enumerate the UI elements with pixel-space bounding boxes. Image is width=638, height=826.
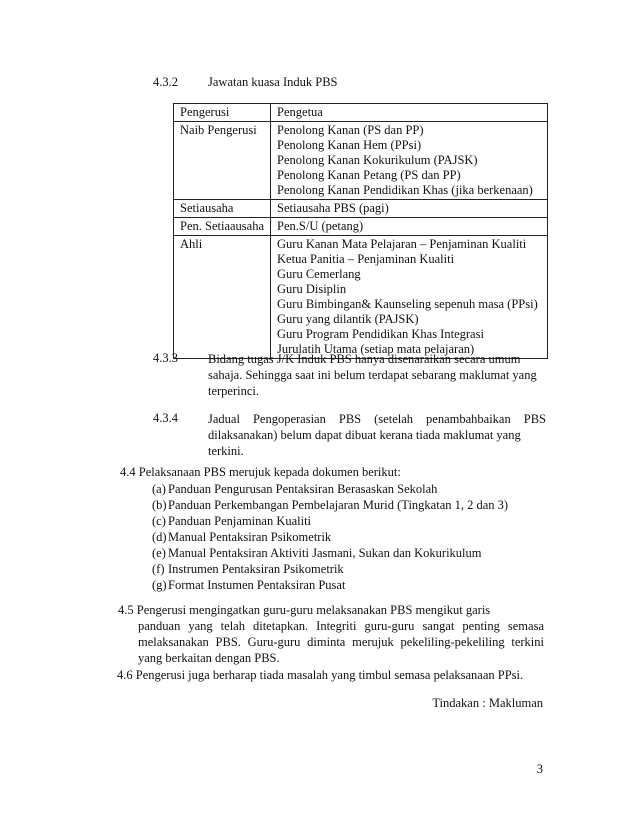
text-line: dilaksanakan) belum dapat dibuat kerana tiada maklumat yang (208, 428, 521, 442)
member-line: Guru Program Pendidikan Khas Integrasi (277, 327, 484, 341)
text-line: panduan yang telah ditetapkan. Integriti guru-guru sangat penting semasa (138, 619, 544, 633)
list-text: Panduan Pengurusan Pentaksiran Berasaskan Sekolah (168, 482, 438, 496)
text-line: yang berkaitan dengan PBS. (138, 651, 280, 665)
list-item (152, 577, 508, 593)
table-row (174, 104, 548, 122)
section-4-6: 4.6 Pengerusi juga berharap tiada masalah yang timbul semasa pelaksanaan PPsi. (117, 668, 524, 682)
text-line: terperinci. (208, 384, 260, 398)
list-item (152, 481, 508, 497)
page-number: 3 (536, 762, 543, 776)
role-cell: Ahli (174, 236, 271, 359)
text-line: melaksanakan PBS. Guru-guru diminta merujuk pekeliling-pekeliling terkini (138, 635, 544, 649)
text-line: 4.5 Pengerusi mengingatkan guru-guru melaksanakan PBS mengikut garis (118, 603, 491, 617)
member-line: Penolong Kanan Hem (PPsi) (277, 138, 422, 152)
list-text: Manual Pentaksiran Psikometrik (168, 530, 332, 544)
list-text: Instrumen Pentaksiran Psikometrik (168, 562, 344, 576)
section-number: 4.3.4 (153, 411, 178, 425)
list-item (152, 513, 508, 529)
section-number: 4.3.2 (153, 75, 178, 89)
list-text: Manual Pentaksiran Aktiviti Jasmani, Sukan dan Kokurikulum (168, 546, 482, 560)
list-marker: (b) (152, 498, 167, 512)
member-line: Pen.S/U (petang) (277, 219, 364, 233)
members-cell (271, 122, 548, 200)
members-cell (271, 104, 548, 122)
committee-table (173, 103, 548, 359)
list-item (152, 545, 508, 561)
table-row (174, 122, 548, 200)
list-item (152, 497, 508, 513)
member-line: Penolong Kanan Kokurikulum (PAJSK) (277, 153, 478, 167)
text-line: terkini. (208, 444, 244, 458)
table-row (174, 200, 548, 218)
member-line: Guru yang dilantik (PAJSK) (277, 312, 419, 326)
member-line: Guru Bimbingan& Kaunseling sepenuh masa (PPsi) (277, 297, 538, 311)
action-note: Tindakan : Makluman (432, 696, 543, 710)
table-row (174, 218, 548, 236)
list-marker: (d) (152, 530, 167, 544)
table-row (174, 236, 548, 359)
role-cell: Pen. Setiaausaha (174, 218, 271, 236)
member-line: Guru Kanan Mata Pelajaran – Penjaminan Kualiti (277, 237, 527, 251)
section-4-4-intro: 4.4 Pelaksanaan PBS merujuk kepada dokumen berikut: (120, 465, 401, 479)
paragraph-4-3-4 (208, 411, 546, 459)
member-line: Jurulatih Utama (setiap mata pelajaran) (277, 342, 475, 356)
list-marker: (e) (152, 546, 166, 560)
section-title: Jawatan kuasa Induk PBS (208, 75, 338, 89)
members-cell (271, 218, 548, 236)
paragraph-4-3-3 (208, 351, 538, 399)
member-line: Pengetua (277, 105, 323, 119)
list-marker: (f) (152, 562, 165, 576)
text-line: Bidang tugas J/K Induk PBS hanya disenaraikan secara umum (208, 352, 521, 366)
member-line: Penolong Kanan (PS dan PP) (277, 123, 424, 137)
list-text: Panduan Penjaminan Kualiti (168, 514, 312, 528)
role-cell: Setiausaha (174, 200, 271, 218)
member-line: Guru Disiplin (277, 282, 347, 296)
list-text: Format Instumen Pentaksiran Pusat (168, 578, 346, 592)
section-number: 4.3.3 (153, 351, 178, 365)
document-list (152, 481, 508, 593)
list-text: Panduan Perkembangan Pembelajaran Murid (Tingkatan 1, 2 dan 3) (168, 498, 509, 512)
members-cell (271, 236, 548, 359)
member-line: Setiausaha PBS (pagi) (277, 201, 389, 215)
list-marker: (g) (152, 578, 167, 592)
text-line: Jadual Pengoperasian PBS (setelah penambahbaikan PBS (208, 412, 546, 426)
list-marker: (c) (152, 514, 166, 528)
list-item (152, 529, 508, 545)
member-line: Penolong Kanan Petang (PS dan PP) (277, 168, 461, 182)
role-cell: Naib Pengerusi (174, 122, 271, 200)
role-cell: Pengerusi (174, 104, 271, 122)
member-line: Penolong Kanan Pendidikan Khas (jika berkenaan) (277, 183, 533, 197)
member-line: Ketua Panitia – Penjaminan Kualiti (277, 252, 455, 266)
list-marker: (a) (152, 482, 166, 496)
member-line: Guru Cemerlang (277, 267, 361, 281)
members-cell (271, 200, 548, 218)
paragraph-4-5 (118, 602, 544, 666)
list-item (152, 561, 508, 577)
text-line: sahaja. Sehingga saat ini belum terdapat sebarang maklumat yang (208, 368, 537, 382)
